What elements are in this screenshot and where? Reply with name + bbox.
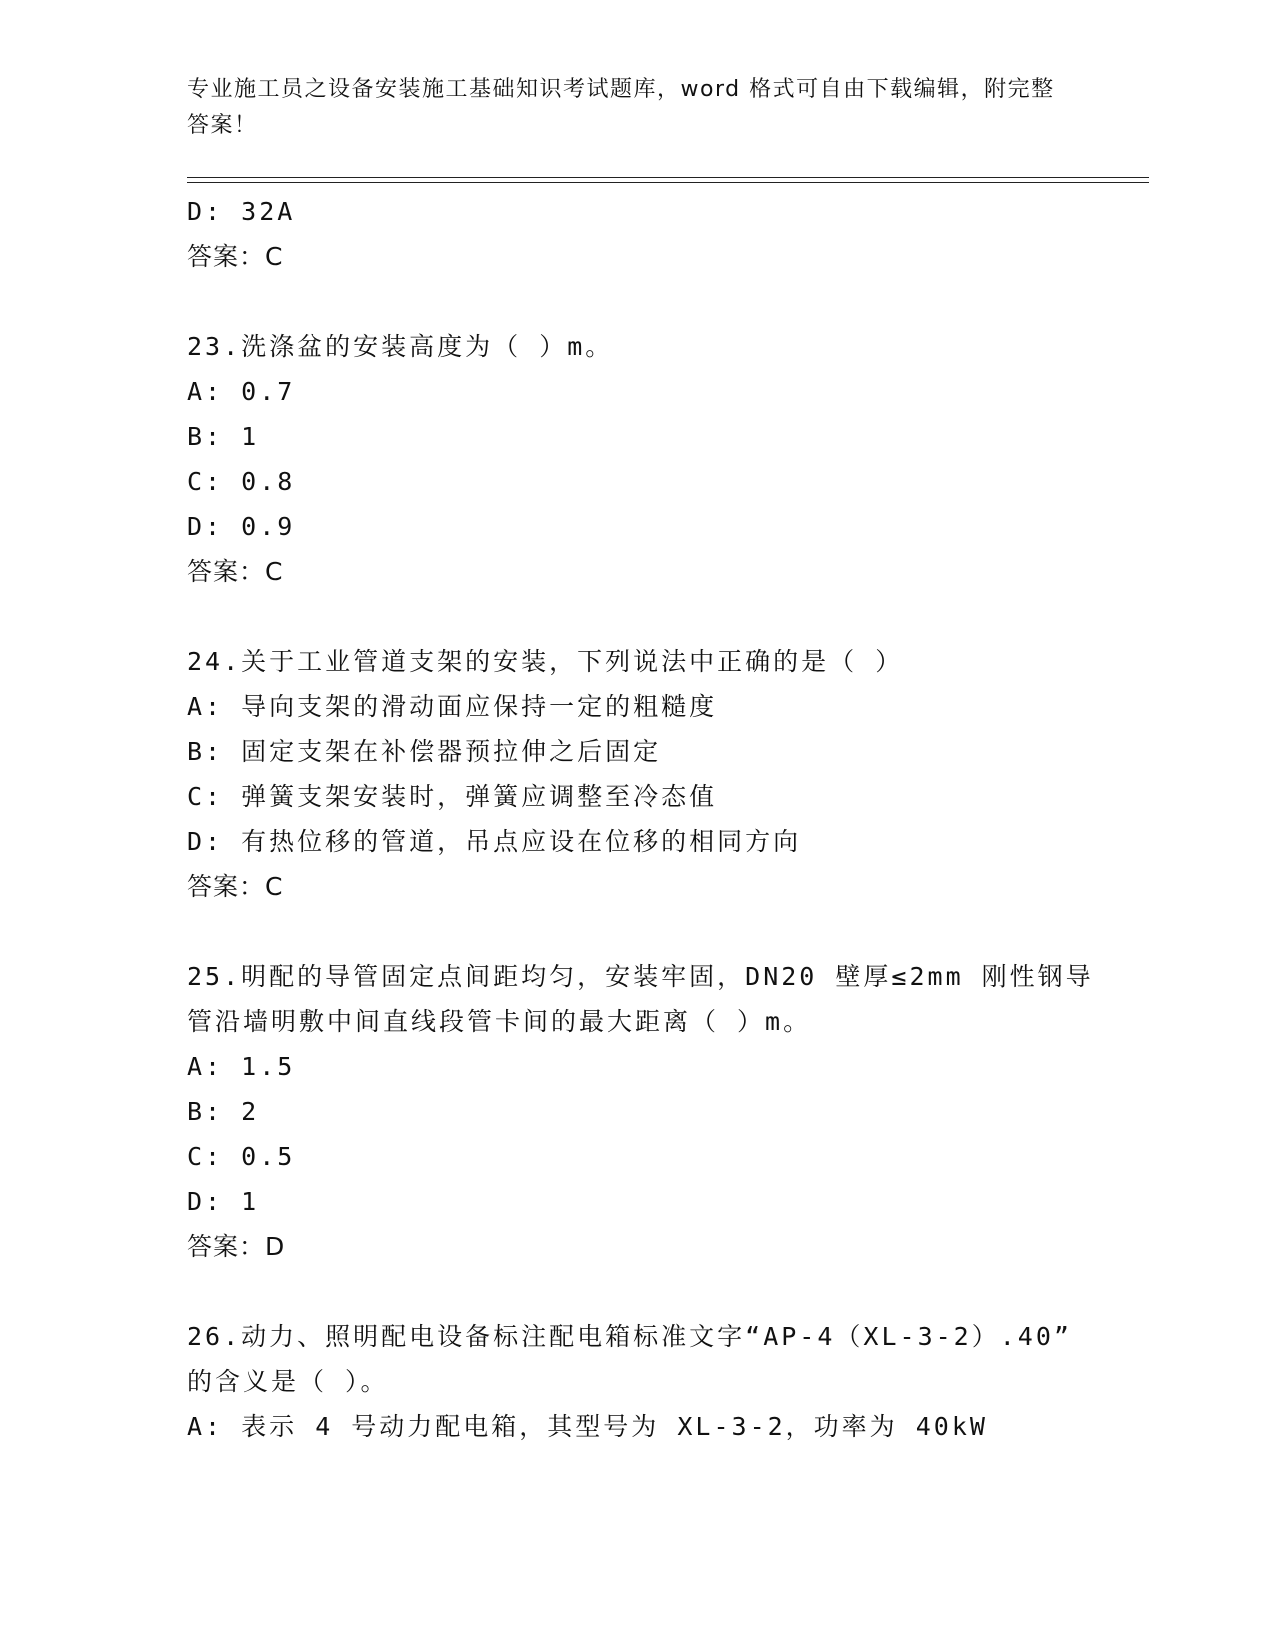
lead-fragment <box>187 189 1087 279</box>
question-stem-line-1: 25.明配的导管固定点间距均匀，安装牢固，DN20 壁厚≤2mm 刚性钢导 <box>187 962 1094 991</box>
option-b: B: 2 <box>187 1097 260 1126</box>
option-c: C: 0.8 <box>187 467 296 496</box>
option-d: D: 1 <box>187 1187 260 1216</box>
question-24 <box>187 639 1087 909</box>
option-a: A: 0.7 <box>187 377 296 406</box>
answer: 答案：C <box>187 557 284 586</box>
question-stem: 23.洗涤盆的安装高度为（ ）m。 <box>187 332 614 361</box>
question-26 <box>187 1314 1087 1449</box>
question-stem-line-2: 管沿墙明敷中间直线段管卡间的最大距离（ ）m。 <box>187 1007 812 1036</box>
question-stem-line-1: 26.动力、照明配电设备标注配电箱标准文字“AP-4（XL-3-2）.40” <box>187 1322 1072 1351</box>
answer: 答案：C <box>187 872 284 901</box>
option-a: A: 表示 4 号动力配电箱，其型号为 XL-3-2，功率为 40kW <box>187 1412 988 1441</box>
option-d: D: 有热位移的管道，吊点应设在位移的相同方向 <box>187 827 802 856</box>
question-stem: 24.关于工业管道支架的安装，下列说法中正确的是（ ） <box>187 647 904 676</box>
option-a: A: 导向支架的滑动面应保持一定的粗糙度 <box>187 692 718 721</box>
question-stem-line-2: 的含义是（ ）。 <box>187 1367 389 1396</box>
option-d: D: 0.9 <box>187 512 296 541</box>
header-title: 专业施工员之设备安装施工基础知识考试题库，word 格式可自由下载编辑，附完整答案！ <box>187 77 1055 138</box>
header-divider-bottom <box>187 182 1149 183</box>
option-b: B: 固定支架在补偿器预拉伸之后固定 <box>187 737 662 766</box>
option-a: A: 1.5 <box>187 1052 296 1081</box>
option-c: C: 弹簧支架安装时，弹簧应调整至冷态值 <box>187 782 718 811</box>
answer: 答案：C <box>187 242 284 271</box>
option-c: C: 0.5 <box>187 1142 296 1171</box>
question-list <box>187 189 1094 1449</box>
question-25 <box>187 954 1094 1269</box>
option-b: B: 1 <box>187 422 260 451</box>
question-23 <box>187 324 1087 594</box>
document-header <box>187 72 1067 144</box>
answer: 答案：D <box>187 1232 286 1261</box>
header-divider-top <box>187 177 1149 178</box>
option-d: D: 32A <box>187 197 296 226</box>
